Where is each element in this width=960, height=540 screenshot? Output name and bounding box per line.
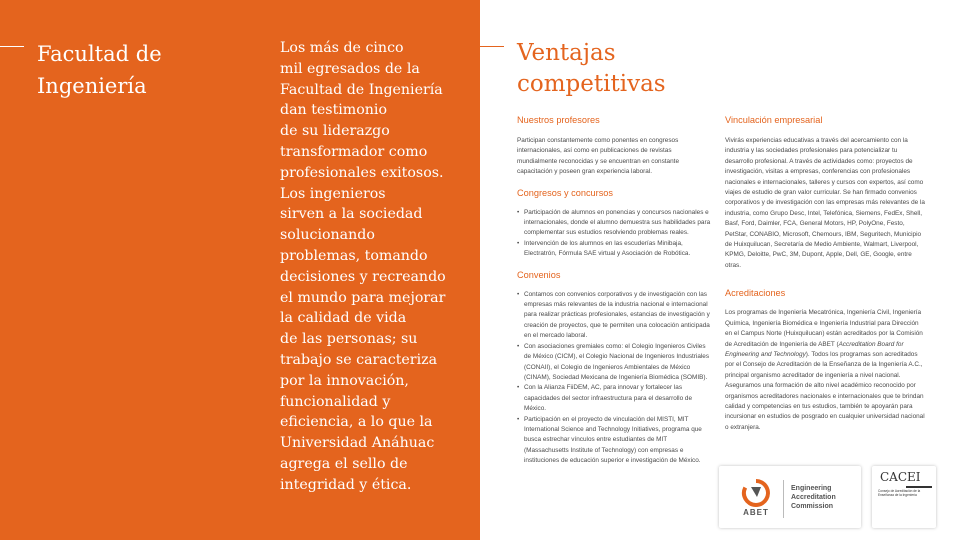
left-column [517,114,713,467]
statement-line: solucionando [280,227,375,244]
statement-line: problemas, tomando [280,247,428,264]
abet-text [791,484,859,511]
right-column [725,114,925,433]
faculty-statement [280,38,476,496]
statement-line: Universidad Anáhuac [280,435,435,452]
title-rule [0,46,24,47]
section-rule [480,46,504,47]
section-heading-congresos: Congresos y concursos [517,187,614,198]
congresos-list [517,208,713,260]
statement-line: eficiencia, a lo que la [280,414,433,431]
faculty-title [37,38,237,102]
list-item: • Contamos con convenios corporativos y de investigación con las empresas más relevantes de la industria nacional e internacional para realizar prácticas profesionales, estancias de investigación y creación de proyectos, que te permiten una colocación anticipada en el mercado laboral. [517,290,713,342]
statement-line: Los ingenieros [280,185,386,202]
faculty-title-line: Ingeniería [37,74,147,98]
statement-line: por la innovación, [280,372,409,389]
faculty-title-line: Facultad de [37,42,162,66]
abet-text-line: Accreditation [791,494,836,501]
advantages-title-line: Ventajas [517,40,616,66]
section-heading-vinculacion: Vinculación empresarial [725,115,823,125]
advantages-title [517,38,737,100]
statement-line: integridad y ética. [280,476,412,493]
abet-text-line: Engineering [791,485,832,492]
statement-line: de su liderazgo [280,123,390,140]
profesores-text: Participan constantemente como ponentes en congresos internacionales, así como en publicaciones de revistas mundialmente reconocidas y se encuentran en constante capacitación y poseen gran experiencia laboral. [517,137,679,176]
list-item: • Intervención de los alumnos en las escuderías Minibaja, Electratrón, Fórmula SAE virtual y Asociación de Robótica. [517,239,713,260]
statement-line: Facultad de Ingeniería [280,81,443,98]
list-item: • Participación en el proyecto de vinculación del MISTI, MIT International Science and Technology Initiatives, programa que busca estrechar vínculos entre estudiantes de MIT (Massachusetts Institute of Technology) con empresas e instituciones de educación superior e investigación de México. [517,415,713,467]
list-item: • Participación de alumnos en ponencias y concursos nacionales e internacionales, donde el alumno demuestra sus habilidades para complementar sus estudios resolviendo problemas reales. [517,208,713,239]
abet-mark-icon [739,479,773,507]
section-heading-acreditaciones: Acreditaciones [725,288,786,299]
abet-logo [719,466,861,528]
convenios-list [517,290,713,467]
cacei-bar [906,486,932,488]
statement-line: el mundo para mejorar [280,289,446,306]
list-item: • Con la Alianza FiiDEM, AC, para innovar y fortalecer las capacidades del sector infraestructura para el desarrollo de México. [517,383,713,414]
cacei-logo [872,466,936,528]
statement-line: dan testimonio [280,102,388,119]
acreditaciones-text-part: ). Todos los programas son acreditados por el Consejo de Acreditación de la Enseñanza de la Ingeniería A.C., principal organismo acreditador de ingeniería a nivel nacional. Aseguramos una formación de alto nivel académico reconocido por organismos acreditadores nacionales e internacionales que te brindan calidad y competencias en tus estudios, también te apoyarán para incursionar en estudios de posgrado en cualquier universidad nacional o extranjera. [725,350,925,431]
statement-line: sirven a la sociedad [280,206,423,223]
cacei-subtitle: Consejo de Acreditación de la Enseñanza de la Ingeniería [878,489,921,497]
statement-line: transformador como [280,143,428,160]
advantages-title-line: competitivas [517,71,666,97]
statement-line: mil egresados de la [280,60,420,77]
acreditaciones-text [725,308,925,433]
cacei-word: CACEI [880,470,921,484]
statement-line: agrega el sello de [280,455,408,472]
statement-line: profesionales exitosos. [280,164,444,181]
statement-line: la calidad de vida [280,310,407,327]
statement-line: Los más de cinco [280,40,404,56]
section-heading-profesores: Nuestros profesores [517,115,600,125]
logo-divider [783,480,784,518]
vinculacion-text: Vivirás experiencias educativas a través del acercamiento con la industria y las sociedades profesionales para potencializar tu desarrollo profesional. A través de actividades como: proyectos de investigación, visitas a empresas, conferencias con profesionales nacionales e internacionales, talleres y cursos con expertos, así como viajes de estudio de gran valor curricular. Se han firmado convenios corporativos y de investigación con las empresas más relevantes de la industria, como Grupo Desc, Intel, Telefónica, Siemens, FedEx, Shell, Basf, Ford, Daimler, FCA, General Motors, HP, PolyOne, Festo, PetStar, CONABIO, Microsoft, Chemours, IBM, Seguritech, Municipio de Huixquilucan, Secretaría de Medio Ambiente, Walmart, Liverpool, KPMG, Deloitte, PwC, 3M, Dupont, Apple, Dell, GE, Google, entre otras. [725,137,925,269]
statement-line: funcionalidad y [280,393,391,410]
abet-text-line: Commission [791,503,834,510]
statement-line: trabajo se caracteriza [280,351,438,368]
acreditaciones-text-italic: Accreditation Board for Engineering and Technology [725,340,904,358]
statement-line: de las personas; su [280,331,418,348]
list-item: • Con asociaciones gremiales como: el Colegio Ingenieros Civiles de México (CICM), el Colegio Nacional de Ingenieros Industriales (CONAII), el Colegio de Ingenieros Ambientales de México (CINAM), Sociedad Mexicana de Ingeniería Biomédica (SOMIB). [517,342,713,384]
acreditaciones-text-part: Los programas de Ingeniería Mecatrónica, Ingeniería Civil, Ingeniería Química, Ingeniería Biomédica e Ingeniería Industrial para Dirección en el Campus Norte (Huixquilucan) están acreditados por la Comisión de Acreditación de Ingeniería de ABET ( [725,309,923,348]
abet-word: ABET [743,508,769,517]
section-heading-convenios: Convenios [517,269,561,280]
statement-line: decisiones y recreando [280,268,446,285]
